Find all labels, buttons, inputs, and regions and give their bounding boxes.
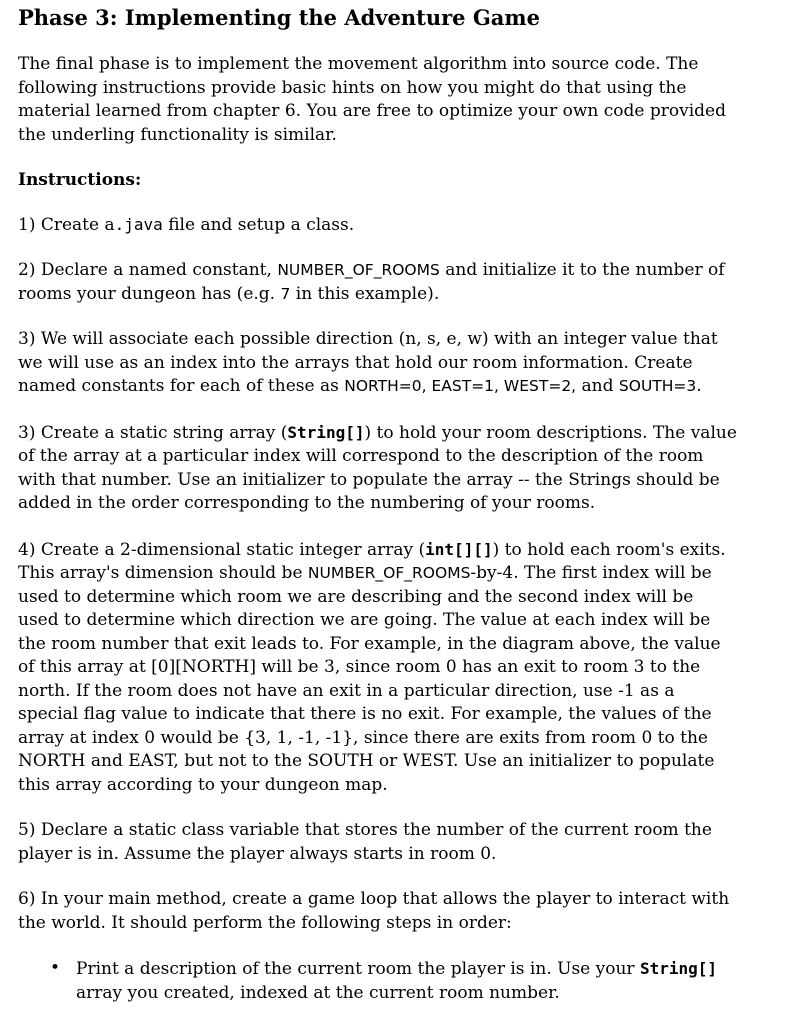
step-4-text: 4) Create a 2-dimensional static integer array ( [18,539,426,560]
step-2-constant: NUMBER_OF_ROOMS [277,261,440,279]
step-1-code: .java [114,214,163,234]
step-4-constant: NUMBER_OF_ROOMS [307,564,471,582]
const-east: EAST=1, [426,377,499,395]
step-2-text-end: in this example). [290,283,440,304]
step-4-text-end: -by-4. The first index will be used to determine which room we are describing and the second index will be used to determine which direction we are going. The value at each index will be the room number that exit leads to. For example, in the diagram above, the value of this array at [0][NORTH] will be 3, since room 0 has an exit to room 3 to the north. If the room does not have an exit in a particular direction, use -1 as a special flag value to indicate that there is no exit. For example, the values of the array at index 0 would be {3, 1, -1, -1}, since there are exits from room 0 to the NORTH and EAST, but not to the SOUTH or WEST. Use an initializer to populate this array according to your dungeon map. [18,563,721,795]
step-6-list [18,957,736,1005]
step-1-text: 1) Create a [18,214,115,235]
step-2 [18,259,738,306]
step-4-text-mid: ) to hold each room's exits. This array's dimension should be [18,539,726,583]
string-array-code: String[] [287,422,365,442]
step-3-and: and [576,376,619,396]
step-3-end: . [696,376,702,396]
step-2-text-mid: and initialize it to the number of rooms your dungeon has (e.g. [18,260,725,304]
step-3b-text-end: ) to hold your room descriptions. The value of the array at a particular index will correspond to the description of the room with that number. Use an initializer to populate the array -- the Strings should be added in the order corresponding to the numbering of your rooms. [18,422,737,513]
step-3-string-array [18,421,738,516]
bullet-icon: • [50,958,61,978]
const-north: NORTH=0, [344,377,427,395]
list-item [50,957,736,1005]
list-item-text: Print a description of the current room the player is in. Use your [76,959,640,979]
const-west: WEST=2, [498,377,577,395]
page-title: Phase 3: Implementing the Adventure Game [18,5,540,30]
step-2-text: 2) Declare a named constant, [18,260,278,280]
step-3b-text: 3) Create a static string array ( [18,422,288,443]
step-3-text: 3) We will associate each possible direction (n, s, e, w) with an integer value that we will use as an index into the arrays that hold our room information. Create named constants for each of these as [18,329,718,396]
step-3-directions [18,328,738,399]
intro-paragraph: The final phase is to implement the movement algorithm into source code. The following instructions provide basic hints on how you might do that using the material learned from chapter 6. You are free to optimize your own code provided the underling functionality is similar. [18,54,726,145]
step-1 [18,213,738,238]
const-south: SOUTH=3 [618,377,697,395]
instructions-heading: Instructions: [18,170,142,190]
step-6: 6) In your main method, create a game loop that allows the player to interact with the world. It should perform the following steps in order: [18,889,730,933]
step-2-number: 7 [280,284,291,303]
int-array-code: int[][] [425,539,493,559]
step-1-text-end: file and setup a class. [162,214,355,235]
list-item-text-end: array you created, indexed at the current room number. [76,982,560,1003]
list-item-code: String[] [639,959,718,978]
step-4 [18,538,738,798]
step-5: 5) Declare a static class variable that stores the number of the current room the player is in. Assume the player always starts in room 0. [18,820,712,864]
